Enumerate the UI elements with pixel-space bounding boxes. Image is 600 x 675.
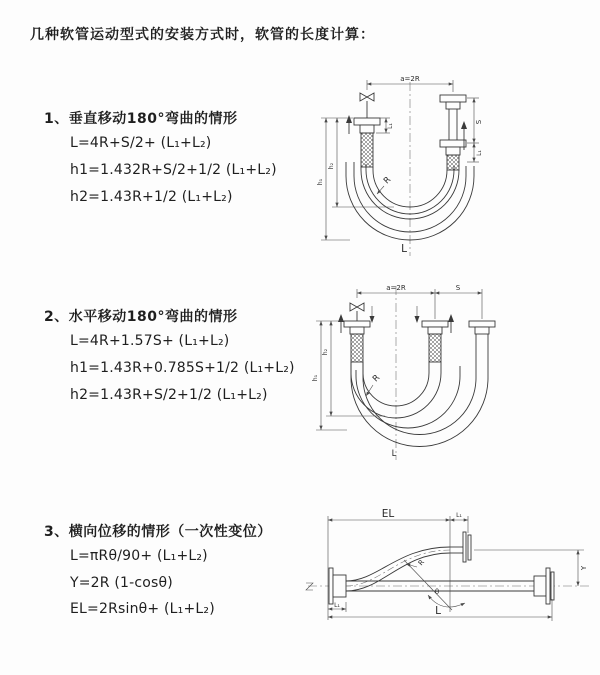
flange bbox=[463, 532, 466, 562]
dim-label-l: L bbox=[401, 243, 407, 255]
diagram-3-structure bbox=[306, 532, 592, 610]
dim-label-h2: h₂ bbox=[322, 348, 329, 356]
section-2-formula-L: L=4R+1.57S+ (L₁+L₂) bbox=[70, 333, 230, 349]
dim-label-l1: L₁ bbox=[334, 602, 340, 609]
centerline-break-mark bbox=[306, 583, 313, 590]
section-1-formula-h1: h1=1.432R+S/2+1/2 (L₁+L₂) bbox=[70, 162, 277, 178]
flange bbox=[469, 321, 495, 327]
section-1-heading: 1、垂直移动180°弯曲的情形 bbox=[44, 111, 238, 127]
dim-label-h1: h₁ bbox=[312, 374, 319, 382]
dim-label-r: R bbox=[381, 174, 394, 187]
dim-label-el: EL bbox=[381, 508, 395, 520]
dim-label-l1: L₁ bbox=[387, 123, 394, 129]
braided-hose bbox=[351, 334, 363, 362]
dim-label-l: L bbox=[435, 605, 441, 617]
braided-hose bbox=[429, 334, 441, 362]
valve-icon bbox=[360, 93, 374, 101]
dim-label-l1: L₁ bbox=[476, 150, 483, 156]
flange bbox=[534, 576, 546, 596]
diagram-2-structure bbox=[338, 286, 495, 460]
braided-hose bbox=[361, 133, 373, 167]
dim-label-l1: L₁ bbox=[456, 512, 462, 519]
dim-label-l: L bbox=[391, 449, 397, 459]
section-3-formula-EL: EL=2Rsinθ+ (L₁+L₂) bbox=[70, 601, 215, 617]
dim-label-a2r: a=2R bbox=[386, 284, 406, 292]
flange bbox=[440, 95, 466, 102]
flange bbox=[440, 140, 466, 147]
braided-hose bbox=[447, 155, 459, 170]
section-2-formula-h2: h2=1.43R+S/2+1/2 (L₁+L₂) bbox=[70, 387, 268, 403]
diagram-horizontal-movement bbox=[305, 278, 600, 463]
section-3-formula-L: L=πRθ/90+ (L₁+L₂) bbox=[70, 548, 208, 564]
page-title: 几种软管运动型式的安装方式时，软管的长度计算： bbox=[30, 27, 375, 43]
flange bbox=[329, 568, 333, 604]
section-2-formula-h1: h1=1.43R+0.785S+1/2 (L₁+L₂) bbox=[70, 360, 295, 376]
dim-label-s: S bbox=[475, 119, 483, 125]
section-3-formula-Y: Y=2R (1-cosθ) bbox=[70, 575, 173, 591]
diagram-lateral-displacement bbox=[300, 502, 600, 660]
section-3-heading: 3、横向位移的情形（一次性变位） bbox=[44, 524, 272, 540]
tangent-line bbox=[404, 560, 452, 610]
dim-label-theta: θ bbox=[434, 588, 440, 596]
dim-label-y: Y bbox=[580, 565, 588, 571]
dim-label-a2r: a=2R bbox=[400, 75, 420, 83]
diagram-2-dimensions bbox=[312, 284, 482, 459]
section-1-formula-L: L=4R+S/2+ (L₁+L₂) bbox=[70, 135, 212, 151]
flange bbox=[354, 118, 380, 125]
dim-label-s: S bbox=[455, 284, 461, 292]
dim-label-h1: h₁ bbox=[317, 178, 324, 186]
reference-arrow-down bbox=[370, 306, 420, 323]
diagram-vertical-movement bbox=[310, 70, 590, 260]
dim-label-r: R bbox=[370, 372, 383, 385]
diagram-1-structure bbox=[346, 82, 474, 256]
section-2-heading: 2、水平移动180°弯曲的情形 bbox=[44, 309, 238, 325]
hose-s-curve bbox=[346, 547, 450, 581]
flange bbox=[344, 321, 370, 327]
section-1-formula-h2: h2=1.43R+1/2 (L₁+L₂) bbox=[70, 189, 233, 205]
dim-label-h2: h₂ bbox=[328, 162, 335, 170]
valve-icon bbox=[350, 303, 364, 311]
flange bbox=[422, 321, 448, 327]
dim-label-r: R bbox=[416, 558, 427, 568]
